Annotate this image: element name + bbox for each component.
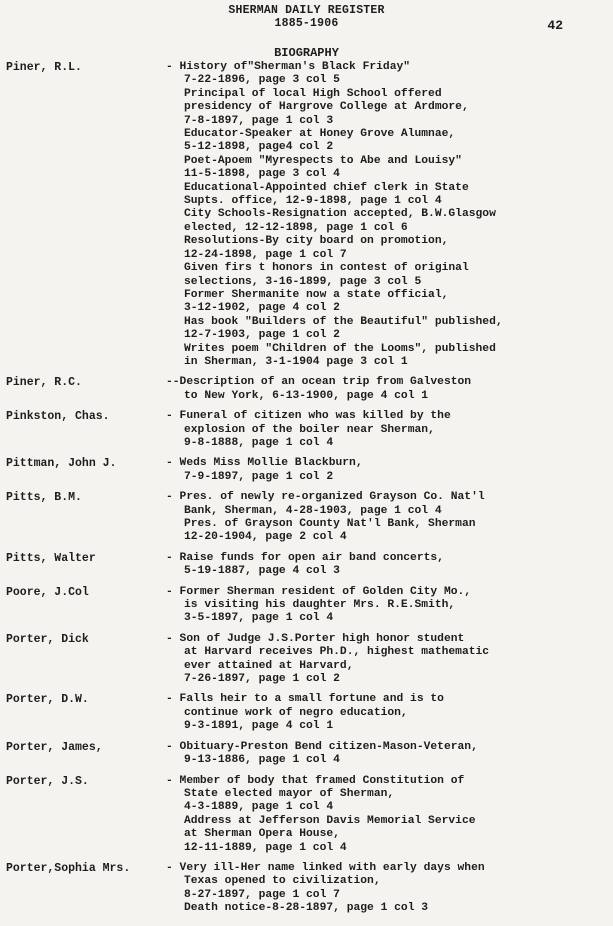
citation-line: 9-3-1891, page 4 col 1 — [184, 720, 334, 733]
citation-line: 12-24-1898, page 1 col 7 — [184, 248, 347, 261]
citation-line: City Schools-Resignation accepted, B.W.Glasgow — [184, 208, 496, 221]
citation-line: Former Shermanite now a state official, — [184, 288, 449, 301]
entry-citations — [166, 410, 613, 450]
citation-line: - History of"Sherman's Black Friday" — [166, 61, 411, 73]
citation-line: 9-13-1886, page 1 col 4 — [184, 754, 340, 767]
citation-line: 7-8-1897, page 1 col 3 — [184, 114, 334, 127]
citation-line: is visiting his daughter Mrs. R.E.Smith, — [184, 599, 456, 612]
list-item — [0, 410, 613, 450]
citation-line: - Pres. of newly re-organized Grayson Co. Nat'l — [166, 491, 485, 504]
entry-citations — [166, 61, 613, 369]
entry-name: Porter,Sophia Mrs. — [6, 861, 131, 875]
citation-line: 7-26-1897, page 1 col 2 — [184, 673, 340, 686]
citation-line: Supts. office, 12-9-1898, page 1 col 4 — [184, 195, 442, 208]
citation-line: in Sherman, 3-1-1904 page 3 col 1 — [184, 355, 408, 368]
citation-line: explosion of the boiler near Sherman, — [184, 423, 435, 436]
citation-line: to New York, 6-13-1900, page 4 col 1 — [184, 389, 429, 402]
citation-line: 9-8-1888, page 1 col 4 — [184, 436, 334, 449]
citation-line: 3-12-1902, page 4 col 2 — [184, 302, 340, 315]
citation-line: 7-9-1897, page 1 col 2 — [184, 470, 334, 483]
citation-line: Death notice-8-28-1897, page 1 col 3 — [184, 902, 429, 915]
entry-citations — [166, 693, 613, 733]
citation-line: - Member of body that framed Constitution of — [166, 774, 465, 787]
citation-line: 8-27-1897, page 1 col 7 — [184, 888, 340, 901]
page-header — [0, 4, 613, 30]
register-years: 1885-1906 — [274, 17, 339, 30]
entry-name: Porter, D.W. — [6, 693, 89, 707]
citation-line: 11-5-1898, page 3 col 4 — [184, 168, 340, 181]
entry-name: Pinkston, Chas. — [6, 410, 110, 424]
list-item — [0, 775, 613, 855]
entry-name: Piner, R.L. — [6, 61, 82, 74]
entry-name: Piner, R.C. — [6, 376, 82, 390]
citation-line: Principal of local High School offered — [184, 87, 442, 100]
citation-line: at Harvard receives Ph.D., highest mathematic — [184, 646, 490, 659]
citation-line: 5-19-1887, page 4 col 3 — [184, 565, 340, 578]
list-item — [0, 633, 613, 687]
list-item — [0, 61, 613, 369]
citation-line: 3-5-1897, page 1 col 4 — [184, 612, 334, 625]
citation-line: 7-22-1896, page 3 col 5 — [184, 74, 340, 87]
citation-line: State elected mayor of Sherman, — [184, 787, 395, 800]
register-title: SHERMAN DAILY REGISTER — [228, 4, 385, 17]
entry-name: Porter, Dick — [6, 632, 89, 646]
citation-line: - Funeral of citizen who was killed by the — [166, 410, 451, 423]
citation-line: Given firs t honors in contest of original — [184, 262, 469, 275]
entry-citations — [166, 586, 613, 626]
citation-line: Educational-Appointed chief clerk in State — [184, 181, 469, 194]
citation-line: Texas opened to civilization, — [184, 875, 381, 888]
citation-line: Poet-Apoem "Myrespects to Abe and Louisy" — [184, 154, 462, 167]
citation-line: 12-7-1903, page 1 col 2 — [184, 329, 340, 342]
citation-line: Pres. of Grayson County Nat'l Bank, Sherman — [184, 518, 476, 530]
entry-name: Porter, J.S. — [6, 774, 89, 788]
entry-citations — [166, 376, 613, 403]
citation-line: Has book "Builders of the Beautiful" published, — [184, 315, 503, 328]
page-number: 42 — [547, 18, 563, 33]
entry-name: Pitts, B.M. — [6, 491, 82, 505]
list-item — [0, 457, 613, 484]
citation-line: Bank, Sherman, 4-28-1903, page 1 col 4 — [184, 504, 442, 517]
list-item — [0, 741, 613, 768]
entry-citations — [166, 491, 613, 545]
citation-line: 12-11-1889, page 1 col 4 — [184, 841, 347, 854]
list-item — [0, 693, 613, 733]
entry-citations — [166, 633, 613, 687]
list-item — [0, 586, 613, 626]
citation-line: Writes poem "Children of the Looms", published — [184, 342, 496, 355]
entry-list — [0, 61, 613, 916]
entry-citations — [166, 862, 613, 916]
citation-line: selections, 3-16-1899, page 3 col 5 — [184, 275, 422, 288]
citation-line: 12-20-1904, page 2 col 4 — [184, 531, 347, 544]
entry-name: Poore, J.Col — [6, 585, 89, 599]
entry-name: Porter, James, — [6, 740, 103, 754]
citation-line: - Raise funds for open air band concerts, — [166, 551, 444, 564]
citation-line: Educator-Speaker at Honey Grove Alumnae, — [184, 128, 456, 141]
list-item — [0, 552, 613, 579]
citation-line: elected, 12-12-1898, page 1 col 6 — [184, 221, 408, 234]
entry-citations — [166, 741, 613, 768]
citation-line: - Son of Judge J.S.Porter high honor student — [166, 632, 465, 645]
list-item — [0, 376, 613, 403]
citation-line: presidency of Hargrove College at Ardmore, — [184, 101, 469, 114]
citation-line: Address at Jefferson Davis Memorial Service — [184, 814, 476, 827]
citation-line: at Sherman Opera House, — [184, 828, 340, 841]
citation-line: - Very ill-Her name linked with early days when — [166, 861, 485, 874]
entry-name: Pittman, John J. — [6, 457, 117, 471]
entry-citations — [166, 457, 613, 484]
list-item — [0, 491, 613, 545]
citation-line: 4-3-1889, page 1 col 4 — [184, 801, 334, 814]
citation-line: - Weds Miss Mollie Blackburn, — [166, 457, 363, 470]
citation-line: --Description of an ocean trip from Galveston — [166, 376, 472, 389]
entry-citations — [166, 552, 613, 579]
entry-name: Pitts, Walter — [6, 551, 96, 565]
list-item — [0, 862, 613, 916]
section-title: BIOGRAPHY — [274, 46, 339, 60]
citation-line: 5-12-1898, page4 col 2 — [184, 141, 334, 154]
citation-line: continue work of negro education, — [184, 706, 408, 719]
entry-citations — [166, 775, 613, 855]
citation-line: ever attained at Harvard, — [184, 659, 354, 672]
citation-line: - Former Sherman resident of Golden City Mo., — [166, 585, 472, 598]
citation-line: - Falls heir to a small fortune and is to — [166, 693, 444, 706]
citation-line: Resolutions-By city board on promotion, — [184, 235, 449, 248]
citation-line: - Obituary-Preston Bend citizen-Mason-Veteran, — [166, 740, 478, 753]
